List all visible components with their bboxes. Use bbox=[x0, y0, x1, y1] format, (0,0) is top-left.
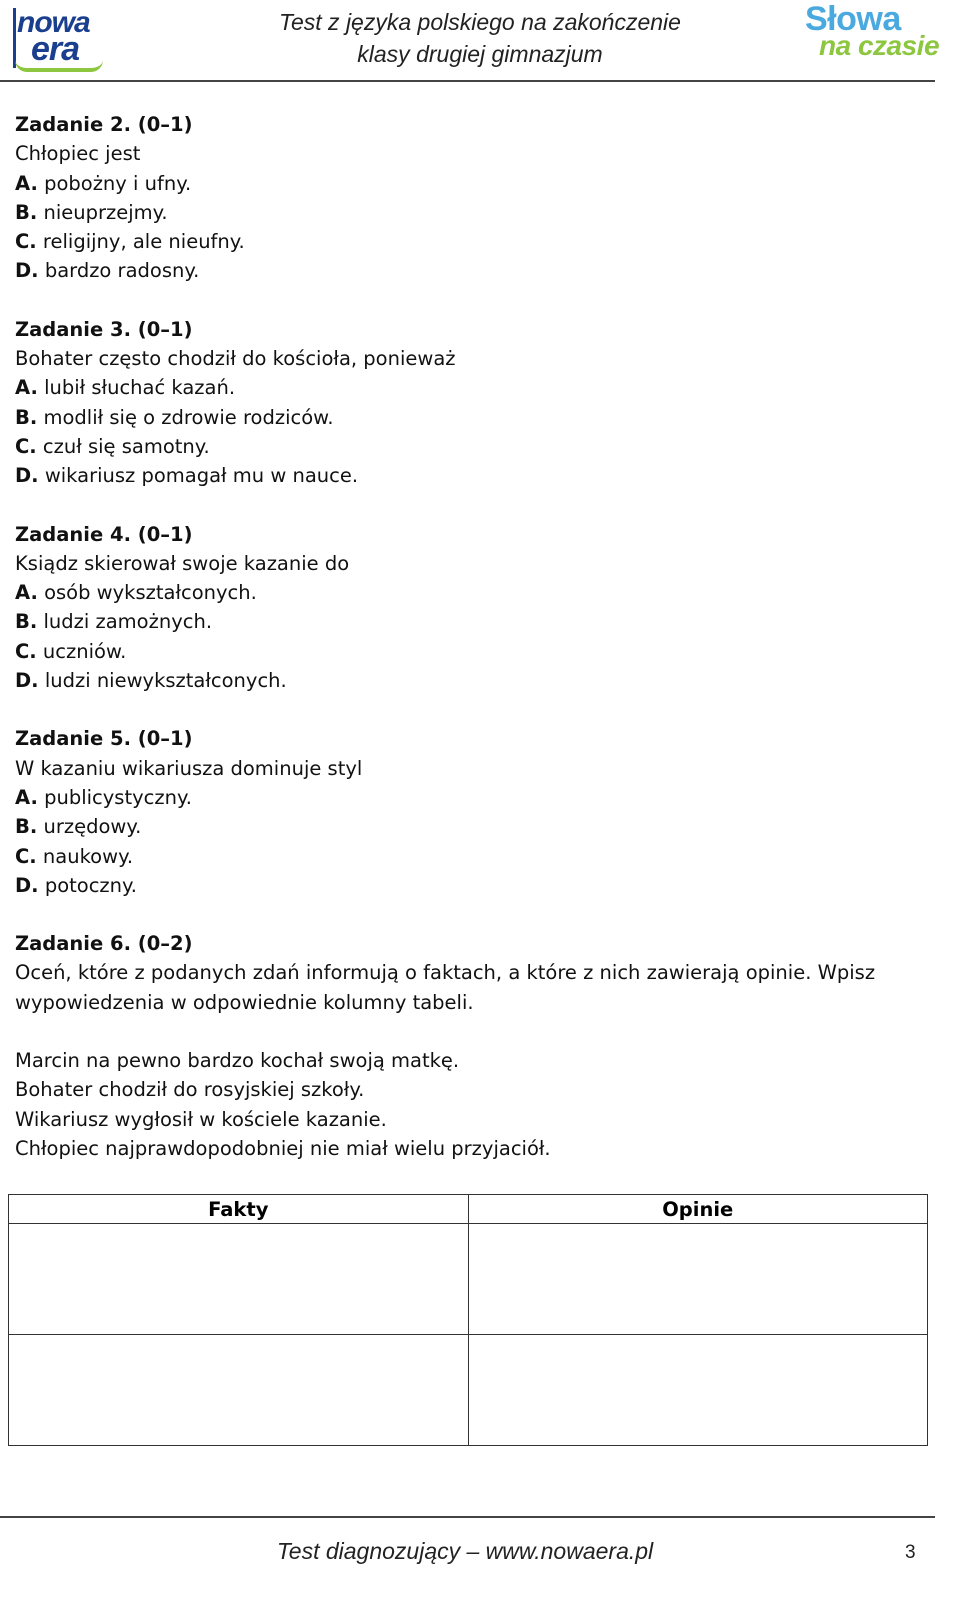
task-instruction-line1: Oceń, które z podanych zdań informują o faktach, a które z nich zawierają opinie. Wpisz bbox=[15, 961, 876, 985]
option-b bbox=[15, 403, 915, 432]
task-points: (0–2) bbox=[137, 932, 193, 956]
header-title-line1: Test z języka polskiego na zakończenie bbox=[279, 9, 681, 35]
page-content bbox=[15, 110, 915, 1163]
option-text: modlił się o zdrowie rodziców. bbox=[43, 405, 334, 429]
task-label: Zadanie 3. bbox=[15, 317, 131, 341]
option-c bbox=[15, 432, 915, 461]
task-question: Chłopiec jest bbox=[15, 142, 141, 166]
option-c bbox=[15, 227, 915, 256]
option-a bbox=[15, 783, 915, 812]
task-points: (0–1) bbox=[137, 522, 193, 546]
option-text: publicystyczny. bbox=[44, 785, 192, 809]
option-text: lubił słuchać kazań. bbox=[44, 376, 236, 400]
task-label: Zadanie 5. bbox=[15, 727, 131, 751]
sentence-item: Marcin na pewno bardzo kochał swoją matkę. bbox=[15, 1049, 460, 1073]
option-a bbox=[15, 578, 915, 607]
option-letter: B. bbox=[15, 815, 38, 839]
task-label: Zadanie 4. bbox=[15, 522, 131, 546]
facts-opinions-table bbox=[8, 1194, 928, 1446]
task-instruction-line2: wypowiedzenia w odpowiednie kolumny tabeli. bbox=[15, 990, 474, 1014]
option-letter: D. bbox=[15, 669, 39, 693]
task-points: (0–1) bbox=[137, 317, 193, 341]
option-b bbox=[15, 812, 915, 841]
task-heading bbox=[15, 110, 915, 139]
option-letter: C. bbox=[15, 434, 37, 458]
option-letter: C. bbox=[15, 639, 37, 663]
option-d bbox=[15, 871, 915, 900]
task-4 bbox=[15, 520, 915, 696]
task-heading bbox=[15, 929, 915, 958]
option-text: urzędowy. bbox=[43, 815, 142, 839]
sentence-list bbox=[15, 1046, 915, 1163]
option-d bbox=[15, 461, 915, 490]
table-header-row bbox=[9, 1195, 928, 1224]
task-question: Bohater często chodził do kościoła, ponieważ bbox=[15, 347, 456, 371]
task-label: Zadanie 2. bbox=[15, 113, 131, 136]
option-text: czuł się samotny. bbox=[42, 434, 210, 458]
option-letter: C. bbox=[15, 844, 37, 868]
option-letter: A. bbox=[15, 785, 38, 809]
task-2 bbox=[15, 110, 915, 286]
option-letter: B. bbox=[15, 610, 38, 634]
option-text: potoczny. bbox=[44, 873, 137, 897]
opinions-answer-cell[interactable] bbox=[468, 1224, 928, 1335]
option-a bbox=[15, 373, 915, 402]
header-title-line2: klasy drugiej gimnazjum bbox=[357, 41, 603, 67]
option-a bbox=[15, 169, 915, 198]
option-text: ludzi zamożnych. bbox=[43, 610, 213, 634]
task-heading bbox=[15, 724, 915, 753]
task-heading bbox=[15, 520, 915, 549]
slowa-na-czasie-logo bbox=[805, 0, 955, 70]
option-letter: B. bbox=[15, 200, 38, 224]
logo-text-na-czasie: na czasie bbox=[819, 30, 940, 61]
task-points: (0–1) bbox=[137, 113, 193, 136]
task-heading bbox=[15, 315, 915, 344]
logo-bar bbox=[13, 8, 16, 68]
option-b bbox=[15, 198, 915, 227]
footer-divider bbox=[0, 1516, 935, 1518]
task-label: Zadanie 6. bbox=[15, 932, 131, 956]
page-header bbox=[0, 0, 960, 86]
option-b bbox=[15, 607, 915, 636]
option-text: ludzi niewykształconych. bbox=[44, 669, 287, 693]
option-text: osób wykształconych. bbox=[44, 581, 257, 605]
header-title bbox=[230, 6, 730, 70]
sentence-item: Chłopiec najprawdopodobniej nie miał wielu przyjaciół. bbox=[15, 1136, 551, 1160]
table-row bbox=[9, 1224, 928, 1335]
option-text: pobożny i ufny. bbox=[44, 171, 192, 195]
logo-swoosh bbox=[15, 60, 103, 72]
option-text: uczniów. bbox=[42, 639, 127, 663]
table-row bbox=[9, 1335, 928, 1446]
option-text: religijny, ale nieufny. bbox=[42, 230, 245, 254]
option-letter: A. bbox=[15, 581, 38, 605]
option-letter: D. bbox=[15, 259, 39, 283]
option-letter: B. bbox=[15, 405, 38, 429]
opinions-answer-cell[interactable] bbox=[468, 1335, 928, 1446]
footer-text: Test diagnozujący – www.nowaera.pl bbox=[276, 1538, 654, 1564]
option-c bbox=[15, 637, 915, 666]
task-question: W kazaniu wikariusza dominuje styl bbox=[15, 756, 363, 780]
facts-answer-cell[interactable] bbox=[9, 1335, 469, 1446]
nowa-era-logo bbox=[13, 4, 108, 72]
task-points: (0–1) bbox=[137, 727, 193, 751]
column-header-opinions: Opinie bbox=[468, 1195, 928, 1224]
option-letter: D. bbox=[15, 464, 39, 488]
option-letter: A. bbox=[15, 171, 38, 195]
task-5 bbox=[15, 724, 915, 900]
task-6 bbox=[15, 929, 915, 1017]
column-header-facts: Fakty bbox=[9, 1195, 469, 1224]
option-d bbox=[15, 256, 915, 285]
option-c bbox=[15, 842, 915, 871]
logo-text-nowa: nowa bbox=[17, 6, 90, 39]
option-d bbox=[15, 666, 915, 695]
option-text: bardzo radosny. bbox=[44, 259, 200, 283]
page-number: 3 bbox=[905, 1542, 916, 1563]
sentence-item: Wikariusz wygłosił w kościele kazanie. bbox=[15, 1107, 387, 1131]
task-question: Ksiądz skierował swoje kazanie do bbox=[15, 551, 350, 575]
logo-text-slowa: Słowa bbox=[805, 0, 901, 38]
option-letter: C. bbox=[15, 230, 37, 254]
sentence-item: Bohater chodził do rosyjskiej szkoły. bbox=[15, 1078, 365, 1102]
option-text: nieuprzejmy. bbox=[43, 200, 168, 224]
header-divider bbox=[0, 80, 935, 82]
task-3 bbox=[15, 315, 915, 491]
option-letter: D. bbox=[15, 873, 39, 897]
option-letter: A. bbox=[15, 376, 38, 400]
logo-text-era: era bbox=[31, 30, 80, 68]
option-text: naukowy. bbox=[42, 844, 134, 868]
option-text: wikariusz pomagał mu w nauce. bbox=[44, 464, 359, 488]
facts-answer-cell[interactable] bbox=[9, 1224, 469, 1335]
